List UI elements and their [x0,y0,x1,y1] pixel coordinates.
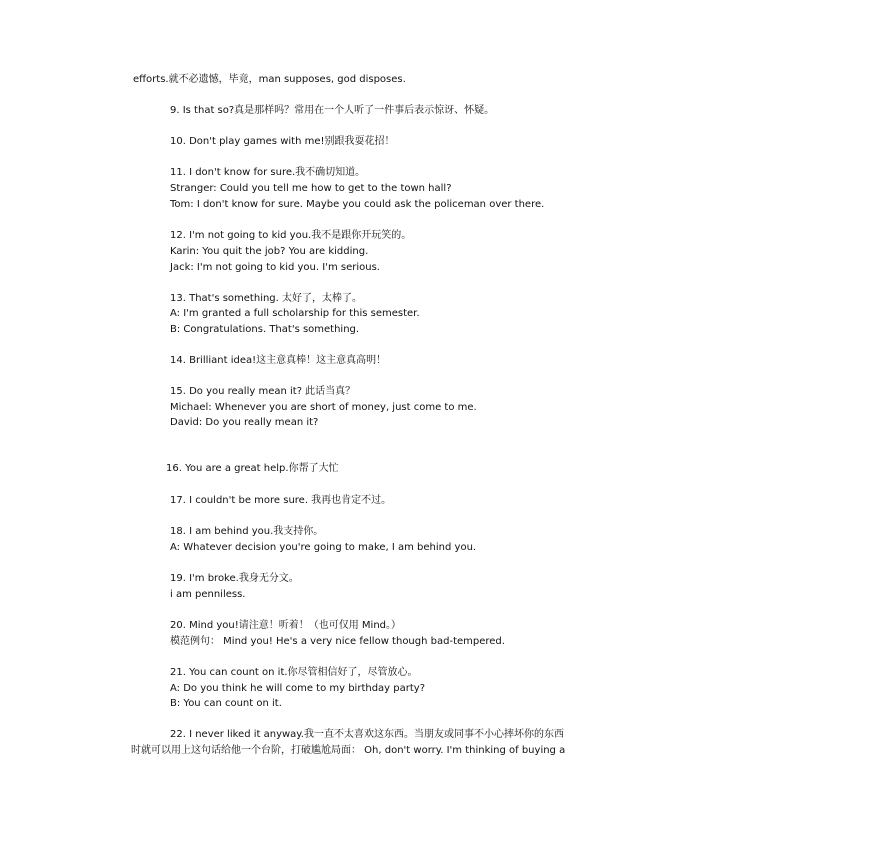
item-14-heading: 14. Brilliant idea!这主意真棒！这主意真高明！ [170,355,387,366]
item-11-dialog-line-1: Stranger: Could you tell me how to get to the town hall? [170,183,452,194]
item-13-dialog-line-2: B: Congratulations. That's something. [170,324,360,335]
item-12-heading: 12. I'm not going to kid you.我不是跟你开玩笑的。 [170,230,412,241]
item-15-heading: 15. Do you really mean it? 此话当真？ [170,386,356,397]
item-17-heading: 17. I couldn't be more sure. 我再也肯定不过。 [170,495,392,506]
item-12-dialog-line-1: Karin: You quit the job? You are kidding. [170,246,369,257]
item-18-heading: 18. I am behind you.我支持你。 [170,526,324,537]
item-13-dialog-line-1: A: I'm granted a full scholarship for this semester. [170,308,420,319]
item-15-dialog-line-1: Michael: Whenever you are short of money, just come to me. [170,402,477,413]
item-11-heading: 11. I don't know for sure.我不确切知道。 [170,167,366,178]
item-11-dialog-line-2: Tom: I don't know for sure. Maybe you could ask the policeman over there. [170,199,545,210]
item-18-dialog-line-1: A: Whatever decision you're going to make, I am behind you. [170,542,477,553]
item-19-example: i am penniless. [170,589,246,600]
item-13-heading: 13. That's something. 太好了，太棒了。 [170,293,363,304]
item-15-dialog-line-2: David: Do you really mean it? [170,417,319,428]
item-22-heading: 22. I never liked it anyway.我一直不太喜欢这东西。当朋友或同事不小心摔坏你的东西 [170,729,564,740]
text-line-1: efforts.就不必遗憾，毕竟，man supposes, god disposes. [133,74,406,85]
item-10-heading: 10. Don't play games with me!别跟我耍花招！ [170,136,395,147]
item-19-heading: 19. I'm broke.我身无分文。 [170,573,299,584]
item-12-dialog-line-2: Jack: I'm not going to kid you. I'm serious. [170,262,380,273]
item-20-example: 模范例句： Mind you! He's a very nice fellow though bad-tempered. [170,636,505,647]
item-16-heading: 16. You are a great help.你帮了大忙 [166,463,339,474]
item-20-heading: 20. Mind you!请注意！听着！（也可仅用 Mind。） [170,620,402,631]
item-21-dialog-line-1: A: Do you think he will come to my birthday party? [170,683,426,694]
item-22-continuation: 时就可以用上这句话给他一个台阶，打破尴尬局面： Oh, don't worry. I'm thinking of buying a [131,745,566,756]
item-21-heading: 21. You can count on it.你尽管相信好了，尽管放心。 [170,667,418,678]
item-21-dialog-line-2: B: You can count on it. [170,698,282,709]
item-9-heading: 9. Is that so?真是那样吗？常用在一个人听了一件事后表示惊讶、怀疑。 [170,105,495,116]
